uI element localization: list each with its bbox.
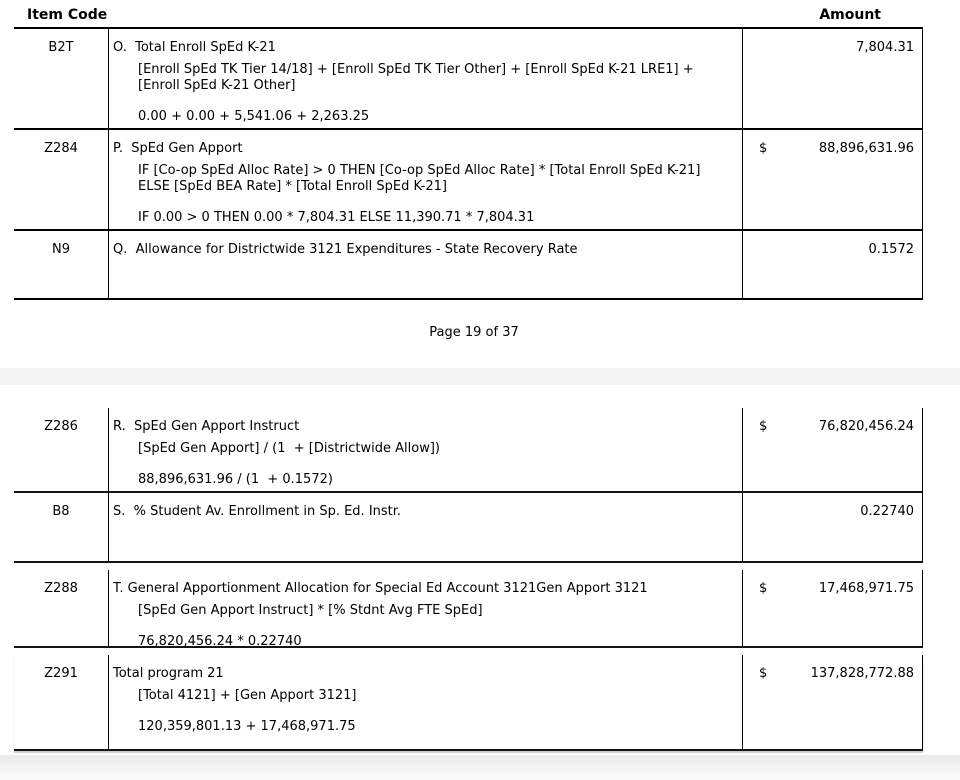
table-box [14, 29, 923, 300]
amount-column-header: Amount [819, 7, 881, 23]
amount-cell [742, 408, 922, 491]
amount-value: 76,820,456.24 [818, 419, 914, 434]
description-cell [108, 231, 742, 298]
description-cell [108, 655, 742, 749]
bottom-page-edge-fade [0, 755, 960, 780]
amount-value: 0.22740 [860, 504, 914, 519]
item-code-cell: Z284 [44, 141, 78, 156]
item-code-cell: B8 [52, 504, 70, 519]
currency-symbol: $ [759, 141, 768, 156]
row-title: R. SpEd Gen Apport Instruct [113, 419, 300, 434]
amount-value: 88,896,631.96 [818, 141, 914, 156]
amount-value: 7,804.31 [856, 40, 914, 55]
amount-cell [742, 130, 922, 229]
table-box [14, 408, 923, 563]
row-title: Q. Allowance for Districtwide 3121 Expenditures - State Recovery Rate [113, 242, 578, 257]
item-code-cell: Z288 [44, 581, 78, 596]
item-code-column-header: Item Code [27, 7, 108, 23]
row-computed-values: 0.00 + 0.00 + 5,541.06 + 2,263.25 [138, 109, 370, 124]
apportionment-table-page19 [14, 27, 923, 300]
amount-cell [742, 655, 922, 749]
description-cell [108, 408, 742, 491]
table-row-b2t [14, 29, 923, 130]
row-formula: [Enroll SpEd TK Tier 14/18] + [Enroll SpEd TK Tier Other] + [Enroll SpEd K-21 LRE1] + [138, 62, 694, 77]
row-title: S. % Student Av. Enrollment in Sp. Ed. Instr. [113, 504, 402, 519]
amount-value: 0.1572 [868, 242, 914, 257]
row-formula: [SpEd Gen Apport Instruct] * [% Stdnt Avg FTE SpEd] [138, 603, 483, 618]
row-computed-values: 88,896,631.96 / (1 + 0.1572) [138, 472, 333, 487]
row-title: P. SpEd Gen Apport [113, 141, 243, 156]
row-formula: [Enroll SpEd K-21 Other] [138, 78, 296, 93]
row-title: T. General Apportionment Allocation for Special Ed Account 3121Gen Apport 3121 [113, 581, 648, 596]
table-row-n9 [14, 231, 923, 300]
description-cell [108, 570, 742, 649]
currency-symbol: $ [759, 419, 768, 434]
row-formula: IF [Co-op SpEd Alloc Rate] > 0 THEN [Co-op SpEd Alloc Rate] * [Total Enroll SpEd K-21] [138, 163, 701, 178]
item-code-cell: B2T [48, 40, 74, 55]
row-computed-values: 120,359,801.13 + 17,468,971.75 [138, 719, 356, 734]
row-title: O. Total Enroll SpEd K-21 [113, 40, 276, 55]
currency-symbol: $ [759, 666, 768, 681]
description-cell [108, 130, 742, 229]
description-cell [108, 29, 742, 128]
row-title: Total program 21 [113, 666, 224, 681]
amount-cell [742, 29, 922, 128]
item-code-cell: Z286 [44, 419, 78, 434]
table-row-z288 [14, 570, 922, 648]
row-computed-values: IF 0.00 > 0 THEN 0.00 * 7,804.31 ELSE 11,390.71 * 7,804.31 [138, 210, 535, 225]
currency-symbol: $ [759, 581, 768, 596]
row-formula: [SpEd Gen Apport] / (1 + [Districtwide Allow]) [138, 441, 440, 456]
table-row-b8 [14, 493, 922, 563]
item-code-cell: N9 [52, 242, 70, 257]
row-formula: ELSE [SpEd BEA Rate] * [Total Enroll SpEd K-21] [138, 179, 447, 194]
table-box [14, 570, 923, 648]
page-separator-band [0, 368, 960, 385]
row-formula: [Total 4121] + [Gen Apport 3121] [138, 688, 357, 703]
description-cell [108, 493, 742, 561]
amount-cell [742, 493, 922, 561]
apportionment-table-page20 [14, 408, 923, 751]
amount-value: 17,468,971.75 [818, 581, 914, 596]
row-computed-values: 76,820,456.24 * 0.22740 [138, 634, 302, 649]
table-row-z291 [14, 655, 922, 751]
item-code-cell: Z291 [44, 666, 78, 681]
amount-cell [742, 231, 922, 298]
table-row-z286 [14, 408, 922, 493]
amount-cell [742, 570, 922, 646]
page-number-label: Page 19 of 37 [429, 325, 519, 340]
table-row-z284 [14, 130, 923, 231]
table-box [14, 655, 923, 751]
amount-value: 137,828,772.88 [810, 666, 914, 681]
